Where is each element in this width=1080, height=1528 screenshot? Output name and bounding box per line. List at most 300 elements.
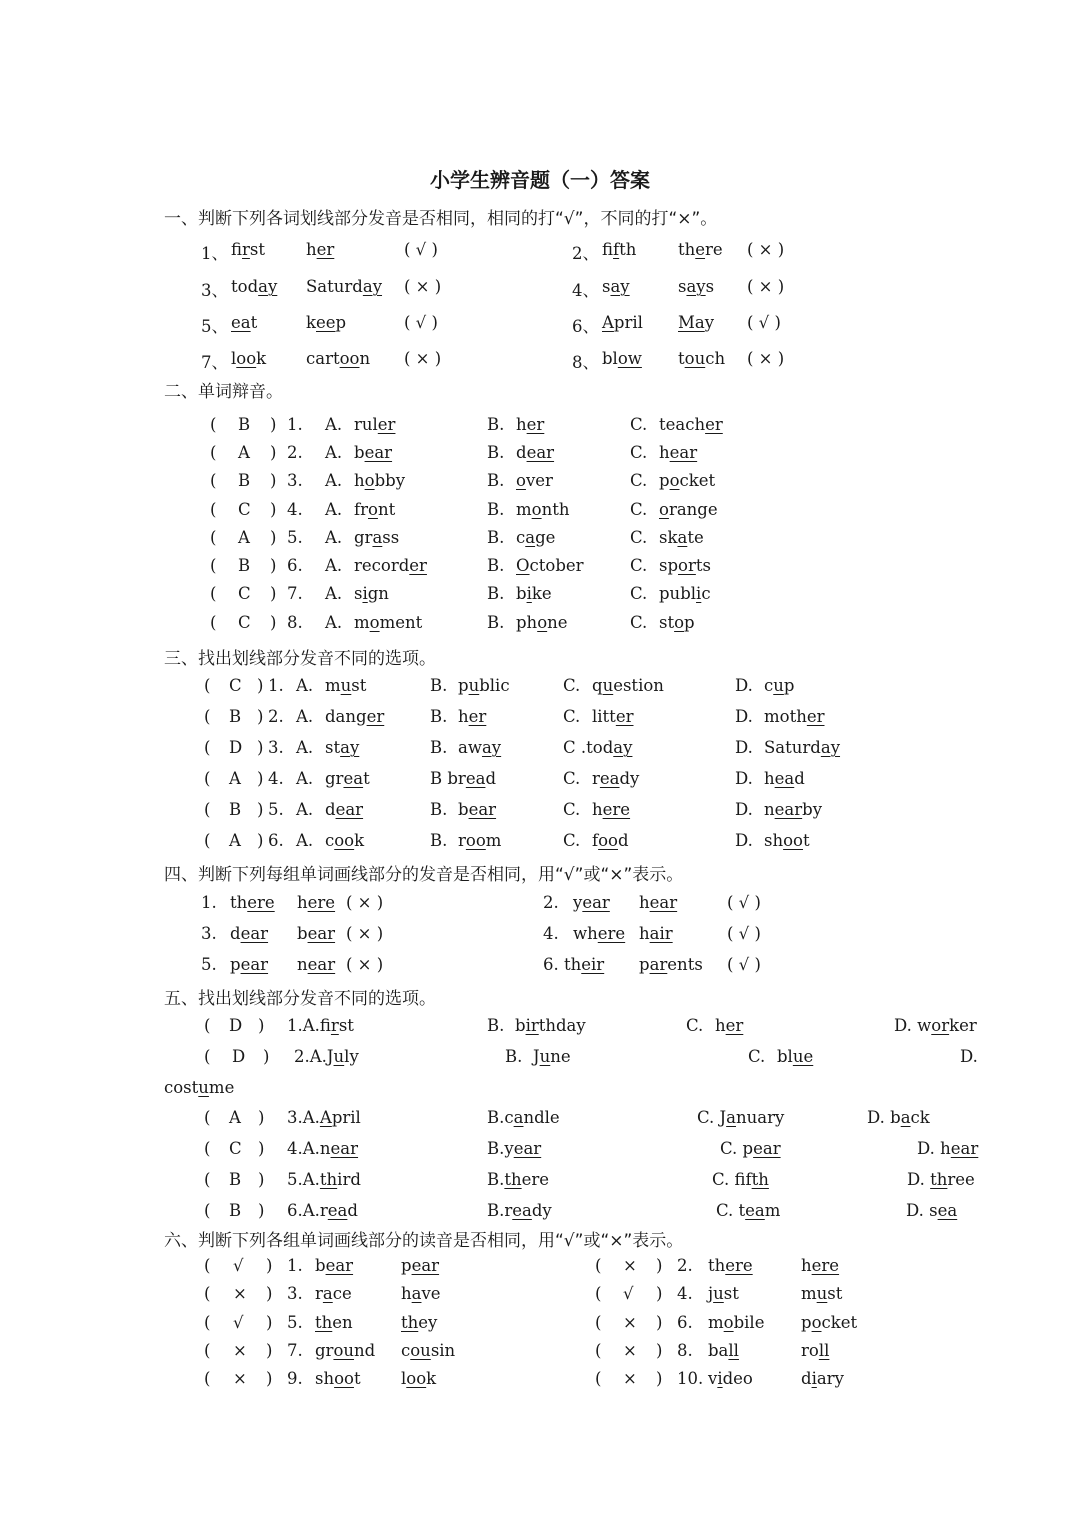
answer-mark: ( √ ) bbox=[404, 240, 438, 259]
item-number: 5、 bbox=[201, 317, 228, 336]
item-number: 4、 bbox=[572, 281, 599, 300]
section-3-heading: 三、找出划线部分发音不同的选项。 bbox=[164, 649, 436, 669]
option-label: A. bbox=[325, 500, 343, 519]
option-d: nearby bbox=[764, 800, 823, 819]
option-label: B. bbox=[487, 443, 505, 462]
option-b: cage bbox=[516, 528, 556, 547]
answer-paren-close: ) bbox=[270, 500, 277, 519]
answer-letter: A bbox=[238, 528, 250, 547]
word-2: hear bbox=[639, 893, 678, 912]
item-number: 8. bbox=[677, 1341, 693, 1360]
item-number: 2. bbox=[677, 1256, 693, 1275]
option-a: front bbox=[354, 500, 396, 519]
answer-paren-close: ) bbox=[266, 1313, 273, 1332]
option-label: D. bbox=[735, 769, 753, 788]
option-label: B. bbox=[430, 800, 448, 819]
option-label: C. bbox=[630, 528, 648, 547]
option-c: hear bbox=[659, 443, 698, 462]
answer-paren-close: ) bbox=[263, 1047, 270, 1066]
word-2: keep bbox=[306, 313, 347, 332]
word-1: there bbox=[230, 893, 275, 912]
answer-paren-close: ) bbox=[266, 1284, 273, 1303]
answer-paren-open: ( bbox=[204, 1139, 211, 1158]
option-label: A. bbox=[325, 415, 343, 434]
item-number: 6. bbox=[543, 955, 559, 974]
answer-letter: B bbox=[229, 707, 242, 726]
item-number: 1、 bbox=[201, 244, 228, 263]
option-c: C. team bbox=[716, 1201, 781, 1220]
word-2: pocket bbox=[801, 1313, 858, 1332]
option-c: ready bbox=[592, 769, 640, 788]
option-label: C. bbox=[630, 415, 648, 434]
option-label: A. bbox=[325, 584, 343, 603]
answer-letter: B bbox=[238, 471, 251, 490]
option-a: recorder bbox=[354, 556, 427, 575]
option-label: D. bbox=[960, 1047, 978, 1066]
word-2: bear bbox=[297, 924, 336, 943]
item-number: 10. bbox=[677, 1369, 704, 1388]
answer-paren-close: ) bbox=[258, 1170, 265, 1189]
option-label: A. bbox=[325, 471, 343, 490]
answer-letter: B bbox=[229, 800, 242, 819]
option-label: B. bbox=[430, 676, 448, 695]
word-1: there bbox=[708, 1256, 753, 1275]
word-1: April bbox=[602, 313, 643, 332]
word-1: look bbox=[231, 349, 267, 368]
item-number: 6. bbox=[677, 1313, 693, 1332]
word-1: pear bbox=[230, 955, 269, 974]
answer-paren-open: ( bbox=[595, 1369, 602, 1388]
option-c: here bbox=[592, 800, 631, 819]
word-2: diary bbox=[801, 1369, 844, 1388]
answer-paren-close: ) bbox=[270, 471, 277, 490]
answer-paren-close: ) bbox=[656, 1369, 663, 1388]
option-label: A. bbox=[325, 613, 343, 632]
option-c: C. January bbox=[697, 1108, 785, 1127]
option-label: B. bbox=[505, 1047, 523, 1066]
item-number: 5. bbox=[287, 528, 303, 547]
word-1: their bbox=[564, 955, 605, 974]
answer-paren-close: ) bbox=[258, 1201, 265, 1220]
answer-paren-close: ) bbox=[257, 831, 264, 850]
answer-paren-open: ( bbox=[210, 556, 217, 575]
option-label: D. bbox=[735, 676, 753, 695]
option-label: C. bbox=[563, 831, 581, 850]
item-number: 1. bbox=[287, 1256, 303, 1275]
option-label: D. bbox=[735, 831, 753, 850]
option-b: her bbox=[516, 415, 545, 434]
option-b: phone bbox=[516, 613, 568, 632]
option-label: C. bbox=[630, 443, 648, 462]
answer-mark: ( √ ) bbox=[747, 313, 781, 332]
answer-paren-open: ( bbox=[595, 1341, 602, 1360]
option-d: head bbox=[764, 769, 805, 788]
answer-paren-open: ( bbox=[204, 1016, 211, 1035]
word-2: here bbox=[801, 1256, 840, 1275]
option-b: B bread bbox=[430, 769, 496, 788]
section-1-heading: 一、判断下列各词划线部分发音是否相同，相同的打“√”，不同的打“×”。 bbox=[164, 209, 718, 229]
option-a: 4.A.near bbox=[287, 1139, 359, 1158]
answer-letter: A bbox=[238, 443, 250, 462]
option-d: mother bbox=[764, 707, 825, 726]
answer-mark: × bbox=[233, 1369, 247, 1388]
option-c: teacher bbox=[659, 415, 723, 434]
item-number: 3、 bbox=[201, 281, 228, 300]
option-b: B.year bbox=[487, 1139, 542, 1158]
option-label: A. bbox=[296, 831, 314, 850]
answer-paren-open: ( bbox=[204, 1108, 211, 1127]
option-a: hobby bbox=[354, 471, 406, 490]
option-label: B. bbox=[487, 1016, 505, 1035]
item-number: 3. bbox=[201, 924, 217, 943]
answer-mark: ( × ) bbox=[404, 349, 442, 368]
word-1: bear bbox=[315, 1256, 354, 1275]
word-2: near bbox=[297, 955, 336, 974]
item-number: 1. bbox=[287, 415, 303, 434]
word-1: then bbox=[315, 1313, 353, 1332]
option-label: C. bbox=[630, 500, 648, 519]
option-label: C. bbox=[563, 676, 581, 695]
option-label: A. bbox=[296, 769, 314, 788]
option-label: B. bbox=[430, 707, 448, 726]
option-a: ruler bbox=[354, 415, 396, 434]
item-number: 8. bbox=[287, 613, 303, 632]
option-a: must bbox=[325, 676, 367, 695]
option-c: blue bbox=[777, 1047, 814, 1066]
option-label: A. bbox=[325, 528, 343, 547]
option-c: C .today bbox=[563, 738, 633, 757]
answer-paren-open: ( bbox=[204, 707, 211, 726]
answer-paren-open: ( bbox=[210, 500, 217, 519]
option-label: C. bbox=[630, 613, 648, 632]
answer-paren-open: ( bbox=[204, 1284, 211, 1303]
answer-paren-open: ( bbox=[204, 1047, 211, 1066]
item-number: 5. bbox=[268, 800, 284, 819]
option-b: June bbox=[533, 1047, 571, 1066]
option-c: skate bbox=[659, 528, 704, 547]
item-number: 3. bbox=[268, 738, 284, 757]
answer-paren-close: ) bbox=[270, 613, 277, 632]
item-number: 7. bbox=[287, 584, 303, 603]
option-d: Saturday bbox=[764, 738, 841, 757]
option-a: moment bbox=[354, 613, 423, 632]
option-d: D. three bbox=[907, 1170, 975, 1189]
option-a: bear bbox=[354, 443, 393, 462]
answer-paren-open: ( bbox=[595, 1284, 602, 1303]
option-b: over bbox=[516, 471, 553, 490]
answer-letter: B bbox=[238, 415, 251, 434]
answer-mark: × bbox=[623, 1256, 637, 1275]
item-number: 9. bbox=[287, 1369, 303, 1388]
answer-paren-open: ( bbox=[210, 584, 217, 603]
option-label: C. bbox=[630, 556, 648, 575]
answer-mark: √ bbox=[623, 1284, 634, 1303]
answer-paren-open: ( bbox=[204, 1341, 211, 1360]
answer-mark: ( √ ) bbox=[404, 313, 438, 332]
option-b: room bbox=[458, 831, 502, 850]
word-2: touch bbox=[678, 349, 726, 368]
word-1: shoot bbox=[315, 1369, 361, 1388]
item-number: 6、 bbox=[572, 317, 599, 336]
word-1: race bbox=[315, 1284, 352, 1303]
item-number: 8、 bbox=[572, 353, 599, 372]
item-number: 6. bbox=[287, 556, 303, 575]
word-2: May bbox=[678, 313, 715, 332]
answer-paren-open: ( bbox=[204, 1313, 211, 1332]
answer-paren-close: ) bbox=[258, 1139, 265, 1158]
answer-mark: ( × ) bbox=[747, 277, 785, 296]
option-d: cup bbox=[764, 676, 795, 695]
answer-mark: ( × ) bbox=[346, 955, 384, 974]
word-1: just bbox=[708, 1284, 739, 1303]
answer-mark: ( × ) bbox=[747, 240, 785, 259]
answer-paren-close: ) bbox=[257, 800, 264, 819]
item-number: 4. bbox=[268, 769, 284, 788]
option-b: birthday bbox=[515, 1016, 586, 1035]
answer-letter: B bbox=[229, 1201, 242, 1220]
item-number: 4. bbox=[543, 924, 559, 943]
item-number: 7. bbox=[287, 1341, 303, 1360]
option-a: dear bbox=[325, 800, 364, 819]
item-number: 2. bbox=[287, 443, 303, 462]
answer-letter: C bbox=[238, 613, 251, 632]
item-number: 3. bbox=[287, 471, 303, 490]
option-a: 3.A.April bbox=[287, 1108, 361, 1127]
option-label: C. bbox=[563, 800, 581, 819]
answer-paren-close: ) bbox=[266, 1256, 273, 1275]
word-2: look bbox=[401, 1369, 437, 1388]
option-c: orange bbox=[659, 500, 718, 519]
word-2: there bbox=[678, 240, 723, 259]
word-1: fifth bbox=[602, 240, 637, 259]
option-c: stop bbox=[659, 613, 695, 632]
answer-mark: × bbox=[623, 1369, 637, 1388]
option-b: bike bbox=[516, 584, 552, 603]
option-label: B. bbox=[487, 584, 505, 603]
option-d: D. sea bbox=[906, 1201, 958, 1220]
word-2: hair bbox=[639, 924, 673, 943]
answer-paren-close: ) bbox=[270, 415, 277, 434]
answer-mark: √ bbox=[233, 1313, 244, 1332]
answer-paren-close: ) bbox=[258, 1016, 265, 1035]
answer-paren-open: ( bbox=[204, 1201, 211, 1220]
item-number: 5. bbox=[201, 955, 217, 974]
option-c: pocket bbox=[659, 471, 716, 490]
answer-mark: ( × ) bbox=[404, 277, 442, 296]
option-b: her bbox=[458, 707, 487, 726]
word-1: year bbox=[573, 893, 610, 912]
option-a: 2.A.July bbox=[294, 1047, 359, 1066]
answer-mark: √ bbox=[233, 1256, 244, 1275]
item-number: 7、 bbox=[201, 353, 228, 372]
option-label: B. bbox=[487, 415, 505, 434]
answer-paren-close: ) bbox=[257, 769, 264, 788]
answer-paren-open: ( bbox=[204, 738, 211, 757]
answer-paren-open: ( bbox=[204, 831, 211, 850]
answer-paren-close: ) bbox=[266, 1341, 273, 1360]
answer-paren-open: ( bbox=[204, 1369, 211, 1388]
option-c: food bbox=[592, 831, 629, 850]
word-1: first bbox=[231, 240, 266, 259]
page-title: 小学生辨音题（一）答案 bbox=[430, 168, 650, 192]
word-2: they bbox=[401, 1313, 438, 1332]
answer-letter: C bbox=[238, 584, 251, 603]
answer-paren-close: ) bbox=[257, 707, 264, 726]
option-b: October bbox=[516, 556, 584, 575]
answer-paren-close: ) bbox=[270, 443, 277, 462]
answer-paren-close: ) bbox=[270, 556, 277, 575]
answer-paren-open: ( bbox=[210, 528, 217, 547]
answer-mark: × bbox=[623, 1341, 637, 1360]
option-label: D. bbox=[735, 738, 753, 757]
answer-paren-open: ( bbox=[595, 1313, 602, 1332]
option-label: C. bbox=[748, 1047, 766, 1066]
option-a: cook bbox=[325, 831, 365, 850]
answer-paren-open: ( bbox=[595, 1256, 602, 1275]
answer-letter: D bbox=[229, 1016, 243, 1035]
option-label: C. bbox=[563, 707, 581, 726]
option-b: away bbox=[458, 738, 502, 757]
word-2: says bbox=[678, 277, 715, 296]
option-label: A. bbox=[296, 707, 314, 726]
option-a: grass bbox=[354, 528, 400, 547]
option-label: A. bbox=[325, 443, 343, 462]
option-d: D. back bbox=[867, 1108, 930, 1127]
answer-paren-open: ( bbox=[210, 471, 217, 490]
answer-mark: ( √ ) bbox=[727, 924, 761, 943]
answer-paren-open: ( bbox=[210, 415, 217, 434]
option-c: public bbox=[659, 584, 711, 603]
answer-mark: ( × ) bbox=[747, 349, 785, 368]
word-2: have bbox=[401, 1284, 441, 1303]
answer-paren-close: ) bbox=[656, 1284, 663, 1303]
word-1: where bbox=[573, 924, 626, 943]
option-label: A. bbox=[325, 556, 343, 575]
word-1: mobile bbox=[708, 1313, 765, 1332]
answer-mark: × bbox=[233, 1341, 247, 1360]
option-a: 5.A.third bbox=[287, 1170, 361, 1189]
option-label: A. bbox=[296, 800, 314, 819]
option-d: D. hear bbox=[917, 1139, 979, 1158]
section-6-heading: 六、判断下列各组单词画线部分的读音是否相同，用“√”或“×”表示。 bbox=[164, 1231, 684, 1251]
answer-mark: ( × ) bbox=[346, 893, 384, 912]
answer-paren-open: ( bbox=[204, 676, 211, 695]
option-d: shoot bbox=[764, 831, 810, 850]
answer-paren-open: ( bbox=[204, 1256, 211, 1275]
option-b: B.candle bbox=[487, 1108, 560, 1127]
item-number: 4. bbox=[677, 1284, 693, 1303]
word-2: pear bbox=[401, 1256, 440, 1275]
option-label: B. bbox=[430, 738, 448, 757]
word-2: parents bbox=[639, 955, 703, 974]
answer-mark: ( × ) bbox=[346, 924, 384, 943]
option-a: danger bbox=[325, 707, 385, 726]
option-a: great bbox=[325, 769, 370, 788]
option-c: her bbox=[715, 1016, 744, 1035]
word-2: here bbox=[297, 893, 336, 912]
answer-paren-open: ( bbox=[204, 1170, 211, 1189]
answer-paren-open: ( bbox=[204, 769, 211, 788]
item-number: 2、 bbox=[572, 244, 599, 263]
option-label: C. bbox=[630, 471, 648, 490]
option-label: B. bbox=[487, 500, 505, 519]
section-2-heading: 二、单词辩音。 bbox=[164, 382, 283, 402]
item-number: 4. bbox=[287, 500, 303, 519]
answer-paren-open: ( bbox=[204, 800, 211, 819]
option-b: month bbox=[516, 500, 570, 519]
answer-letter: C bbox=[238, 500, 251, 519]
answer-paren-close: ) bbox=[656, 1313, 663, 1332]
section-5-heading: 五、找出划线部分发音不同的选项。 bbox=[164, 989, 436, 1009]
answer-paren-close: ) bbox=[656, 1341, 663, 1360]
word-2: Saturday bbox=[306, 277, 383, 296]
option-c: litter bbox=[592, 707, 634, 726]
option-label: A. bbox=[296, 738, 314, 757]
word-1: ground bbox=[315, 1341, 376, 1360]
option-b: bear bbox=[458, 800, 497, 819]
word-2: must bbox=[801, 1284, 843, 1303]
item-number: 1. bbox=[201, 893, 217, 912]
option-c: question bbox=[592, 676, 664, 695]
answer-letter: A bbox=[229, 831, 241, 850]
option-a: 6.A.read bbox=[287, 1201, 358, 1220]
answer-letter: A bbox=[229, 769, 241, 788]
word-2: her bbox=[306, 240, 335, 259]
option-label: B. bbox=[430, 831, 448, 850]
answer-letter: B bbox=[229, 1170, 242, 1189]
answer-paren-close: ) bbox=[257, 738, 264, 757]
option-a: sign bbox=[354, 584, 389, 603]
option-b: dear bbox=[516, 443, 555, 462]
option-label: A. bbox=[296, 676, 314, 695]
word-1: today bbox=[231, 277, 278, 296]
option-label: C. bbox=[686, 1016, 704, 1035]
word-1: say bbox=[602, 277, 630, 296]
answer-paren-close: ) bbox=[270, 528, 277, 547]
answer-paren-close: ) bbox=[257, 676, 264, 695]
word-2: cartoon bbox=[306, 349, 371, 368]
option-a: 1.A.first bbox=[287, 1016, 354, 1035]
item-number: 6. bbox=[268, 831, 284, 850]
answer-letter: B bbox=[238, 556, 251, 575]
answer-letter: A bbox=[229, 1108, 241, 1127]
answer-mark: × bbox=[233, 1284, 247, 1303]
option-a: stay bbox=[325, 738, 360, 757]
option-b: public bbox=[458, 676, 510, 695]
option-b: B.there bbox=[487, 1170, 550, 1189]
answer-paren-open: ( bbox=[210, 613, 217, 632]
option-c: C. fifth bbox=[712, 1170, 769, 1189]
option-c: C. pear bbox=[720, 1139, 781, 1158]
answer-mark: ( √ ) bbox=[727, 893, 761, 912]
option-label: B. bbox=[487, 556, 505, 575]
word-1: ball bbox=[708, 1341, 739, 1360]
option-d: costume bbox=[164, 1078, 235, 1097]
option-label: C. bbox=[563, 769, 581, 788]
item-number: 1. bbox=[268, 676, 284, 695]
word-1: blow bbox=[602, 349, 642, 368]
answer-mark: ( √ ) bbox=[727, 955, 761, 974]
word-1: video bbox=[708, 1369, 753, 1388]
answer-letter: D bbox=[232, 1047, 246, 1066]
word-2: cousin bbox=[401, 1341, 456, 1360]
answer-letter: D bbox=[229, 738, 243, 757]
option-label: D. bbox=[735, 800, 753, 819]
option-label: B. bbox=[487, 528, 505, 547]
word-2: roll bbox=[801, 1341, 830, 1360]
answer-paren-close: ) bbox=[258, 1108, 265, 1127]
answer-paren-close: ) bbox=[656, 1256, 663, 1275]
